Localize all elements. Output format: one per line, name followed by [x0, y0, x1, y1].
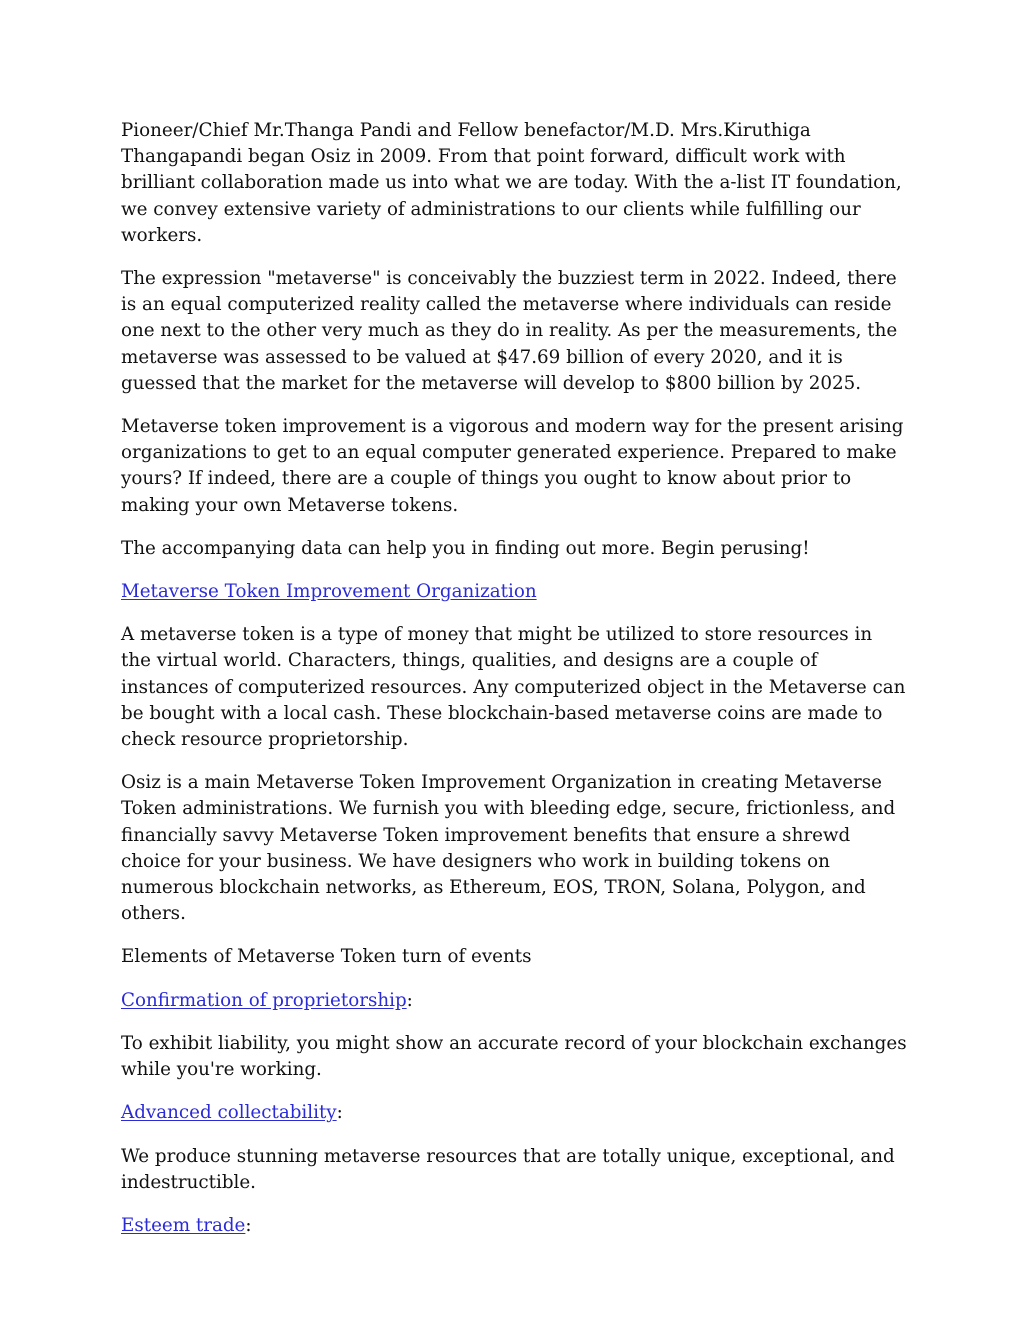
esteem-trade-link[interactable]: Esteem trade	[121, 1214, 246, 1236]
metaverse-term-paragraph: The expression "metaverse" is conceivably the buzziest term in 2022. Indeed, there is an equal computerized reality called the metaverse where individuals can reside one next to the other very much as they do in reality. As per the measurements, the metaverse was assessed to be valued at $47.69 billion of every 2020, and it is guessed that the market for the metaverse will develop to $800 billion by 2025.	[121, 268, 898, 394]
collectability-line	[121, 1100, 907, 1126]
accompanying-data-paragraph: The accompanying data can help you in finding out more. Begin perusing!	[121, 537, 810, 559]
osiz-services-paragraph: Osiz is a main Metaverse Token Improvement Organization in creating Metaverse Token administrations. We furnish you with bleeding edge, secure, frictionless, and financially savvy Metaverse Token improvement benefits that ensure a shrewd choice for your business. We have designers who work in building tokens on numerous blockchain networks, as Ethereum, EOS, TRON, Solana, Polygon, and others.	[121, 772, 896, 925]
org-link-line	[121, 579, 907, 605]
liability-paragraph: To exhibit liability, you might show an accurate record of your blockchain exchanges while you're working.	[121, 1032, 907, 1081]
trade-colon: :	[245, 1214, 252, 1236]
metaverse-token-organization-link[interactable]: Metaverse Token Improvement Organization	[121, 581, 537, 603]
document-page	[121, 118, 907, 1256]
advanced-collectability-link[interactable]: Advanced collectability	[121, 1102, 337, 1124]
confirmation-line	[121, 988, 907, 1014]
trade-line	[121, 1213, 907, 1239]
intro-paragraph: Pioneer/Chief Mr.Thanga Pandi and Fellow benefactor/M.D. Mrs.Kiruthiga Thangapandi began Osiz in 2009. From that point forward, difficult work with brilliant collaboration made us into what we are today. With the a-list IT foundation, we convey extensive variety of administrations to our clients while fulfilling our workers.	[121, 120, 902, 246]
confirmation-colon: :	[406, 989, 413, 1011]
elements-heading: Elements of Metaverse Token turn of events	[121, 946, 532, 968]
token-definition-paragraph: A metaverse token is a type of money that might be utilized to store resources in the virtual world. Characters, things, qualities, and designs are a couple of instances of computerized resources. Any computerized object in the Metaverse can be bought with a local cash. These blockchain-based metaverse coins are made to check resource proprietorship.	[121, 624, 906, 751]
collectability-colon: :	[336, 1102, 343, 1124]
resources-paragraph: We produce stunning metaverse resources that are totally unique, exceptional, and indestructible.	[121, 1145, 895, 1193]
token-improvement-paragraph: Metaverse token improvement is a vigorous and modern way for the present arising organizations to get to an equal computer generated experience. Prepared to make yours? If indeed, there are a couple of things you ought to know about prior to making your own Metaverse tokens.	[121, 416, 904, 516]
confirmation-of-proprietorship-link[interactable]: Confirmation of proprietorship	[121, 989, 407, 1011]
